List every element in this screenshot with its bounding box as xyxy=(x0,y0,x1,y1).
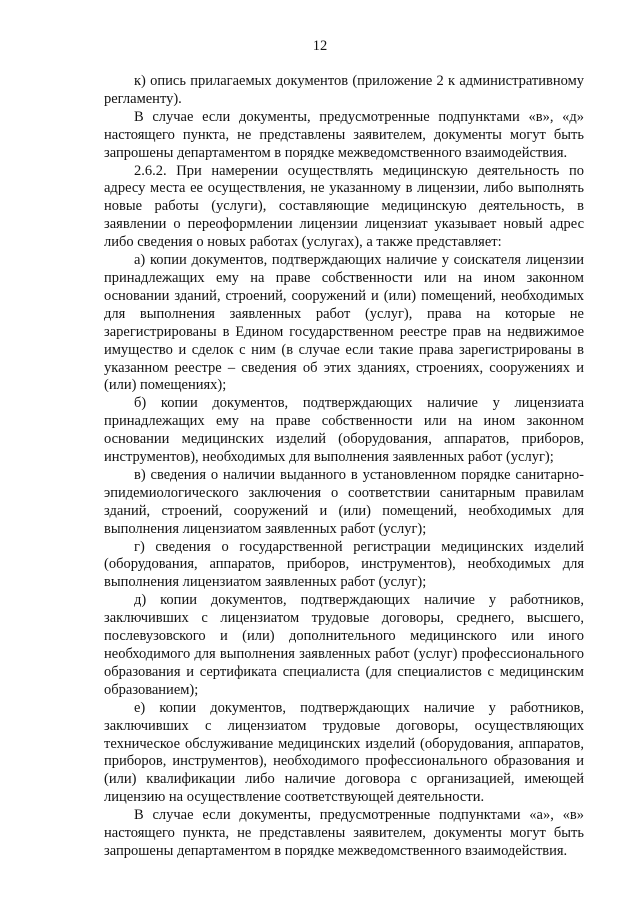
paragraph-item-e: е) копии документов, подтверждающих наличие у работников, заключивших с лицензиатом трудовые договоры, осуществляющих техническое обслуживание медицинских изделий (оборудования, аппаратов, приборов, инструментов), необходимого профессионального образования и (или) квалификации либо наличие договора с организацией, имеющей лицензию на осуществление соответствующей деятельности. xyxy=(104,699,584,806)
paragraph-item-g: г) сведения о государственной регистрации медицинских изделий (оборудования, аппаратов, приборов, инструментов), необходимых для выполнения лицензиатом заявленных работ (услуг); xyxy=(104,538,584,591)
paragraph-2-6-2: 2.6.2. При намерении осуществлять медицинскую деятельность по адресу места ее осуществления, не указанному в лицензии, либо выполнять новые работы (услуги), составляющие медицинскую деятельность, в заявлении о переоформлении лицензии лицензиат указывает новый адрес либо сведения о новых работах (услугах), а также представляет: xyxy=(104,162,584,251)
paragraph-interagency-request-a-v: В случае если документы, предусмотренные подпунктами «а», «в» настоящего пункта, не представлены заявителем, документы могут быть запрошены департаментом в порядке межведомственного взаимодействия. xyxy=(104,807,584,859)
paragraph-attachments-list: к) опись прилагаемых документов (приложение 2 к административному регламенту). xyxy=(104,73,584,107)
paragraph-item-b: б) копии документов, подтверждающих наличие у лицензиата принадлежащих ему на праве собственности или на ином законном основании медицинских изделий (оборудования, аппаратов, приборов, инструментов), необходимых для выполнения заявленных работ (услуг); xyxy=(104,395,584,466)
document-body xyxy=(104,73,584,861)
paragraph-item-a: а) копии документов, подтверждающих наличие у соискателя лицензии принадлежащих ему на праве собственности или на ином законном основании зданий, строений, сооружений и (или) помещений, необходимых для выполнения заявленных работ (услуг), права на которые не зарегистрированы в Едином государственном реестре прав на недвижимое имущество и сделок с ним (в случае если такие права зарегистрированы в указанном реестре – сведения об этих зданиях, строениях, сооружениях и (или) помещениях); xyxy=(104,252,584,394)
paragraph-item-d: д) копии документов, подтверждающих наличие у работников, заключивших с лицензиатом трудовые договоры, среднего, высшего, послевузовского и (или) дополнительного медицинского или иного необходимого для выполнения заявленных работ (услуг) профессионального образования и сертификата специалиста (для специалистов с медицинским образованием); xyxy=(104,592,584,698)
paragraph-interagency-request-v-d: В случае если документы, предусмотренные подпунктами «в», «д» настоящего пункта, не представлены заявителем, документы могут быть запрошены департаментом в порядке межведомственного взаимодействия. xyxy=(104,108,584,161)
page-number: 12 xyxy=(312,38,328,54)
paragraph-item-v: в) сведения о наличии выданного в установленном порядке санитарно-эпидемиологического заключения о соответствии санитарным правилам зданий, строений, сооружений и (или) помещений, необходимых для выполнения лицензиатом заявленных работ (услуг); xyxy=(104,466,584,537)
